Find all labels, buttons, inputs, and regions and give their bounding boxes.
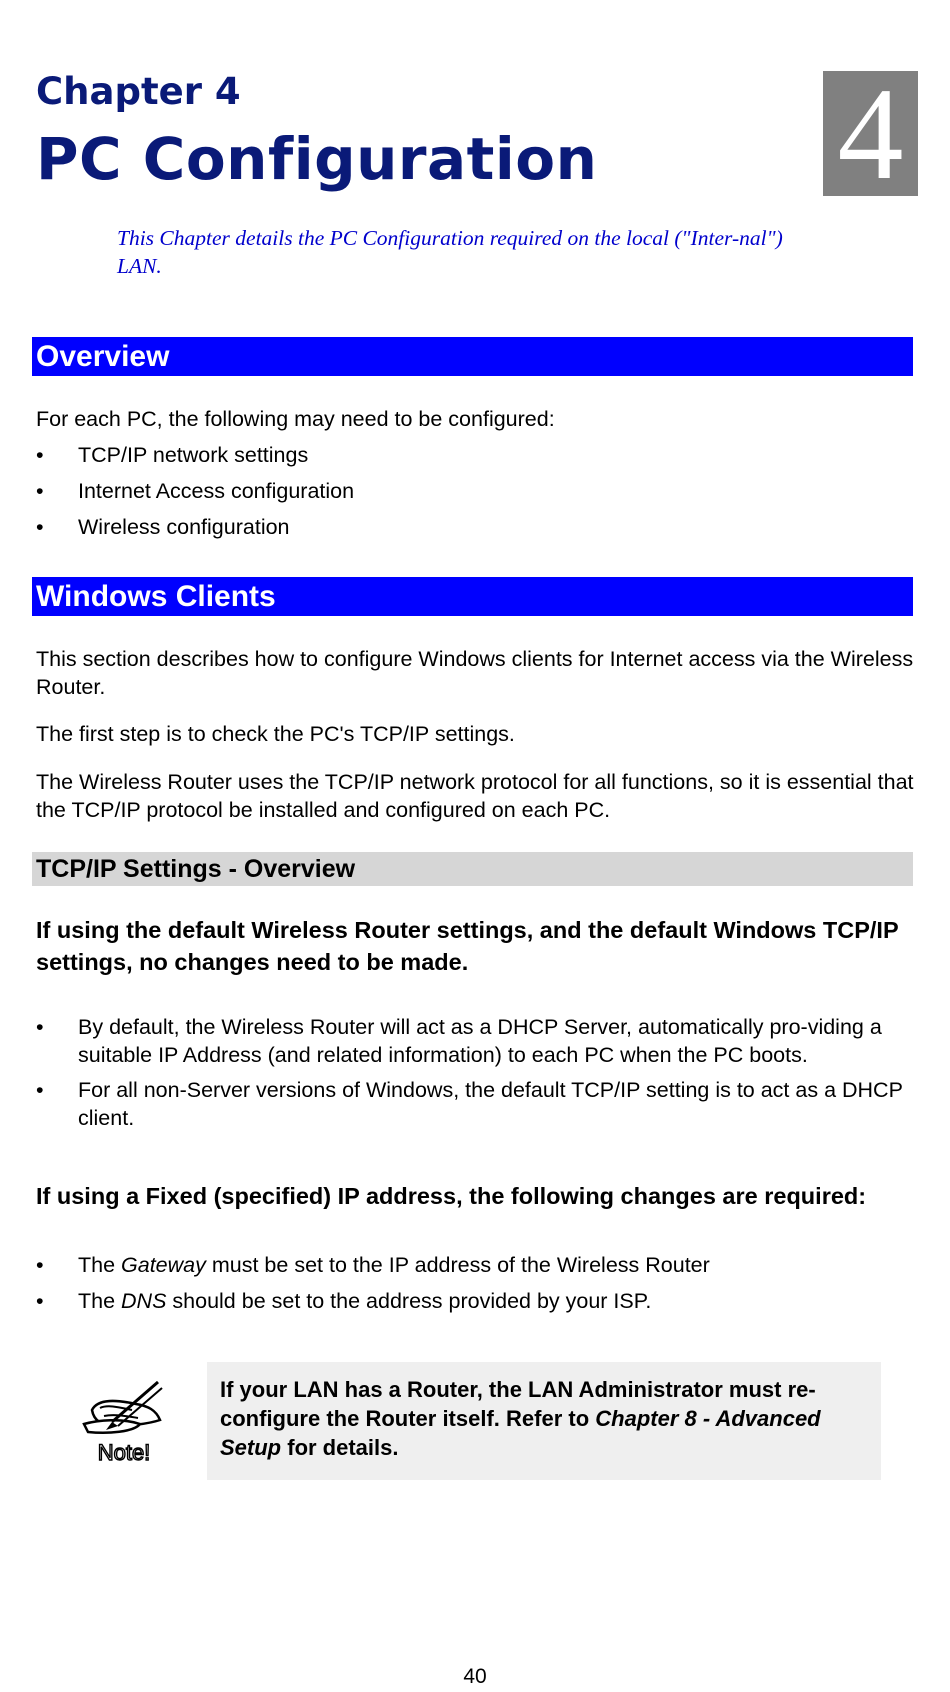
gateway-term: Gateway (121, 1253, 206, 1277)
bullet: • (36, 1253, 44, 1277)
bullet: • (36, 515, 44, 539)
windows-clients-para-1: This section describes how to configure Windows clients for Internet access via the Wireless Router. (36, 647, 914, 699)
list-item: • The DNS should be set to the address provided by your ISP. (36, 1289, 652, 1313)
subsection-heading-tcpip-overview: TCP/IP Settings - Overview (32, 852, 913, 886)
list-item: • Internet Access configuration (36, 479, 355, 503)
list-item: • TCP/IP network settings (36, 443, 309, 467)
chapter-number: 4 (837, 59, 904, 207)
bullet: • (36, 443, 44, 467)
list-item: • Wireless configuration (36, 515, 290, 539)
bullet: • (36, 479, 44, 503)
default-settings-heading: If using the default Wireless Router settings, and the default Windows TCP/IP settings, no changes need to be made. (36, 917, 899, 975)
chapter-8-reference: Chapter 8 - Advanced Setup (220, 1406, 821, 1460)
default-settings-list (36, 1013, 916, 1132)
page-number: 40 (463, 1665, 487, 1688)
windows-clients-para-2: The first step is to check the PC's TCP/IP settings. (36, 722, 515, 746)
chapter-intro: This Chapter details the PC Configuration required on the local ("Inter-nal") LAN. (117, 226, 783, 278)
section-heading-overview: Overview (32, 337, 913, 376)
chapter-label: Chapter 4 (36, 70, 241, 113)
overview-list (36, 441, 916, 541)
list-item: • For all non-Server versions of Windows, the default TCP/IP setting is to act as a DHCP client. (36, 1078, 903, 1130)
page-title: PC Configuration (36, 125, 598, 193)
note-icon (78, 1374, 170, 1466)
note-icon-label: Note! (97, 1440, 151, 1465)
bullet: • (36, 1015, 44, 1039)
windows-clients-para-3: The Wireless Router uses the TCP/IP network protocol for all functions, so it is essential that the TCP/IP protocol be installed and configured on each PC. (36, 770, 914, 822)
overview-intro: For each PC, the following may need to be configured: (36, 407, 555, 431)
bullet: • (36, 1289, 44, 1313)
fixed-ip-heading: If using a Fixed (specified) IP address, the following changes are required: (36, 1183, 867, 1209)
dns-term: DNS (121, 1289, 167, 1313)
list-item: • By default, the Wireless Router will act as a DHCP Server, automatically pro-viding a suitable IP Address (and related information) to each PC when the PC boots. (36, 1015, 882, 1067)
bullet: • (36, 1078, 44, 1102)
chapter-number-badge (823, 59, 918, 207)
fixed-ip-list (36, 1251, 916, 1315)
note-pencil-icon (78, 1374, 170, 1466)
section-heading-windows-clients: Windows Clients (32, 577, 913, 616)
list-item: • The Gateway must be set to the IP address of the Wireless Router (36, 1253, 710, 1277)
note-box: If your LAN has a Router, the LAN Administrator must re-configure the Router itself. Refer to Chapter 8 - Advanced Setup for details. (207, 1362, 881, 1480)
